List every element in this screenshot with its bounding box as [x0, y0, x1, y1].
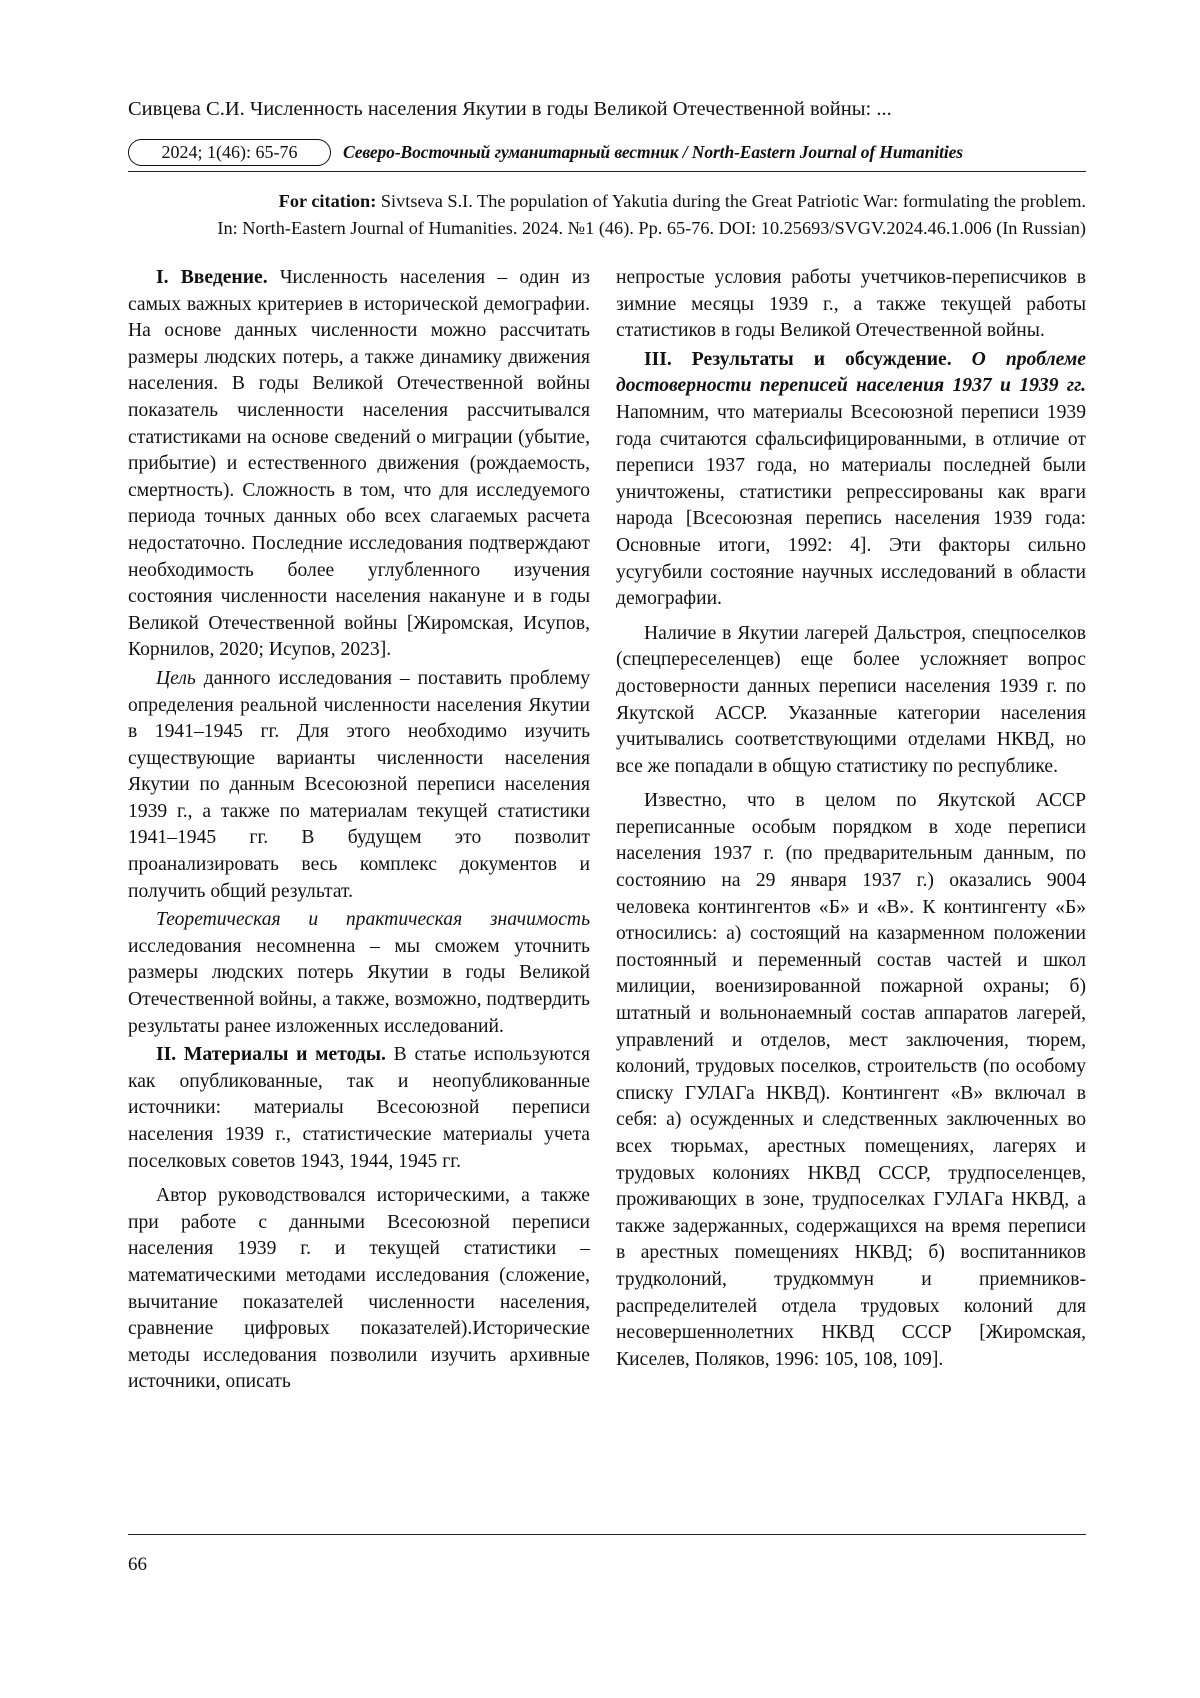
citation-block	[128, 188, 1086, 242]
goal-paragraph	[128, 666, 590, 905]
continuation-paragraph: непростые условия работы учетчиков-переписчиков в зимние месяцы 1939 г., а также текущей работы статистиков в годы Великой Отечественной войны.	[616, 267, 1086, 342]
methods-paragraph-2: Автор руководствовался историческими, а также при работе с данными Всесоюзной переписи населения 1939 г. и текущей статистики – математическими методами исследования (сложение, вычитание показателей численности населения, сравнение цифровых показателей).Исторические методы исследования позволили изучить архивные источники, описать	[128, 1185, 590, 1393]
results-paragraph	[616, 347, 1086, 613]
dalstroy-paragraph: Наличие в Якутии лагерей Дальстроя, спецпоселков (спецпереселенцев) еще более усложняет вопрос достоверности данных переписи населения 1939 г. по Якутской АССР. Указанные категории населения учитывались соответствующими отделами НКВД, но все же попадали в общую статистику по республике.	[616, 622, 1086, 777]
significance-text: исследования несомненна – мы сможем уточнить размеры людских потерь Якутии в годы Великой Отечественной войны, а также, возможно, подтвердить результаты ранее изложенных исследований.	[128, 935, 590, 1037]
goal-text: данного исследования – поставить проблему определения реальной численности населения Якутии в 1941–1945 гг. Для этого необходимо изучить существующие варианты численности населения Якутии по данным Всесоюзной переписи населения 1939 г., а также по материалам текущей статистики 1941–1945 гг. В будущем это позволит проанализировать весь комплекс документов и получить общий результат.	[128, 667, 590, 902]
results-heading: III. Результаты и обсуждение.	[644, 348, 952, 370]
journal-banner	[128, 136, 1086, 168]
results-text: Напомним, что материалы Всесоюзной переписи 1939 года считаются сфальсифицированными, в отличие от переписи 1937 года, но материалы последней были уничтожены, статистики репрессированы как враги народа [Всесоюзная перепись населения 1939 года: Основные итоги, 1992: 4]. Эти факторы сильно усугубили состояние научных исследований в области демографии.	[616, 401, 1086, 610]
citation-line-2: In: North-Eastern Journal of Humanities. 2024. №1 (46). Pp. 65-76. DOI: 10.25693/SVGV.2024.46.1.006 (In Russian)	[217, 218, 1086, 238]
citation-line-1	[128, 188, 1086, 215]
significance-paragraph	[128, 907, 590, 1040]
significance-label: Теоретическая и практическая значимость	[156, 909, 590, 931]
methods-heading: II. Материалы и методы.	[156, 1044, 386, 1066]
citation-label: For citation:	[278, 191, 377, 211]
page-number: 66	[128, 1554, 147, 1575]
footer-divider	[128, 1534, 1086, 1535]
results-subheading: О проблеме достоверности переписей населения 1937 и 1939 гг.	[616, 348, 1086, 397]
methods-paragraph	[128, 1042, 590, 1175]
intro-text: Численность населения – один из самых важных критериев в исторической демографии. На основе данных численности можно рассчитать размеры людских потерь, а также динамику движения населения. В годы Великой Отечественной войны показатель численности населения рассчитывался статистиками на основе сведений о миграции (убытие, прибытие) и естественного движения (рождаемость, смертность). Сложность в том, что для исследуемого периода точных данных обо всех слагаемых расчета недостаточно. Последние исследования подтверждают необходимость более углубленного изучения состояния численности населения накануне и в годы Великой Отечественной войны [Жиромская, Исупов, Корнилов, 2020; Исупов, 2023].	[128, 267, 590, 661]
intro-heading: I. Введение.	[156, 267, 268, 288]
goal-label: Цель	[156, 667, 196, 689]
journal-title: Северо-Восточный гуманитарный вестник / North-Eastern Journal of Humanities	[343, 141, 964, 162]
running-title: Сивцева С.И. Численность населения Якутии в годы Великой Отечественной войны: ...	[128, 98, 892, 120]
header-divider	[128, 171, 1086, 172]
intro-paragraph	[128, 265, 590, 664]
citation-text-1: Sivtseva S.I. The population of Yakutia during the Great Patriotic War: formulating the problem.	[376, 191, 1086, 211]
left-column	[128, 265, 590, 1396]
methods-text: В статье используются как опубликованные, так и неопубликованные источники: материалы Всесоюзной переписи населения 1939 г., статистические материалы учета поселковых советов 1943, 1944, 1945 гг.	[128, 1044, 590, 1172]
issue-badge: 2024; 1(46): 65-76	[128, 139, 331, 166]
right-column	[616, 265, 1086, 1373]
contingent-paragraph: Известно, что в целом по Якутской АССР переписанные особым порядком в ходе переписи населения 1937 г. (по предварительным данным, по состоянию на 29 января 1937 г.) оказались 9004 человека контингентов «Б» и «В». К контингенту «Б» относились: а) состоящий на казарменном положении постоянный и переменный состав частей и школ милиции, военизированной пожарной охраны; б) штатный и вольнонаемный состав аппаратов лагерей, управлений и отделов, мест заключения, тюрем, колоний, трудовых поселков, строительств (по особому списку ГУЛАГа НКВД). Контингент «В» включал в себя: а) осужденных и следственных заключенных во всех тюрьмах, арестных помещениях, лагерях и трудовых колониях НКВД СССР, трудпоселенцев, проживающих в зоне, трудпоселках ГУЛАГа НКВД, а также задержанных, содержащихся на время переписи в арестных помещениях НКВД; б) воспитанников трудколоний, трудкоммун и приемников-распределителей отдела трудовых колоний для несовершеннолетних НКВД СССР [Жиромская, Киселев, Поляков, 1996: 105, 108, 109].	[616, 790, 1086, 1370]
